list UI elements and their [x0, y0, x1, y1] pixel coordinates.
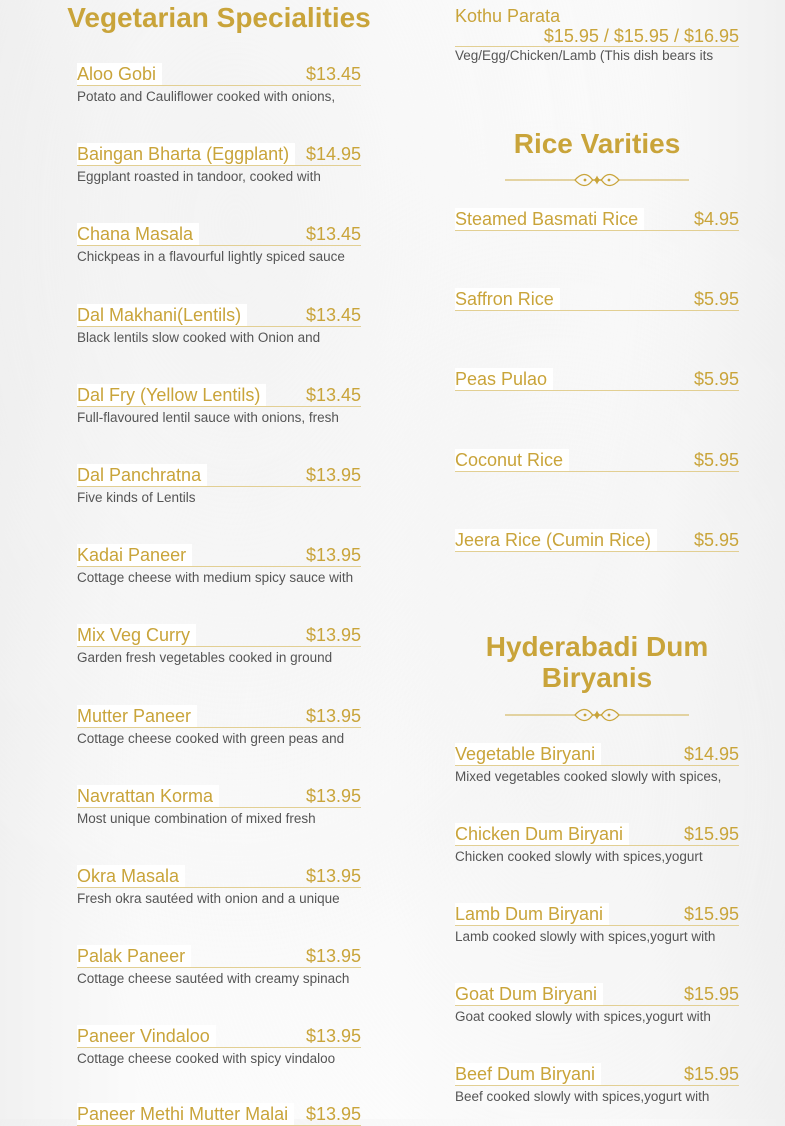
- menu-item-description: Full-flavoured lentil sauce with onions, fresh: [77, 410, 339, 425]
- menu-item-header: [77, 624, 361, 647]
- menu-item-header: [77, 464, 361, 487]
- menu-item-header: [77, 705, 361, 728]
- menu-item-price: $13.95: [305, 786, 361, 806]
- menu-item-name: Paneer Vindaloo: [77, 1025, 216, 1047]
- menu-item[interactable]: [77, 464, 361, 507]
- menu-item-name: Navrattan Korma: [77, 785, 219, 807]
- menu-item-header: [455, 449, 739, 472]
- menu-item-name: Goat Dum Biryani: [455, 983, 603, 1005]
- menu-item-header: [77, 143, 361, 166]
- vegetarian-section-title: Vegetarian Specialities: [67, 2, 371, 33]
- menu-item-header: [455, 823, 739, 846]
- menu-item-name: Mix Veg Curry: [77, 624, 196, 646]
- menu-item-header: [77, 384, 361, 407]
- menu-item-kothu-parata[interactable]: [455, 0, 739, 70]
- menu-item[interactable]: [77, 785, 361, 828]
- menu-item-price: $13.95: [305, 545, 361, 565]
- menu-item[interactable]: [77, 544, 361, 587]
- menu-item-name: Okra Masala: [77, 865, 185, 887]
- menu-item-name: Dal Fry (Yellow Lentils): [77, 384, 266, 406]
- menu-item-description: Chickpeas in a flavourful lightly spiced sauce: [77, 249, 345, 264]
- menu-item[interactable]: [455, 903, 739, 946]
- menu-item-description: Black lentils slow cooked with Onion and: [77, 330, 321, 345]
- menu-item-name: Beef Dum Biryani: [455, 1063, 601, 1085]
- menu-item[interactable]: [455, 368, 739, 391]
- menu-item-name: Peas Pulao: [455, 368, 553, 390]
- menu-item-price: $13.95: [305, 1026, 361, 1046]
- menu-item-price: $4.95: [693, 209, 739, 229]
- menu-item-name: Saffron Rice: [455, 288, 560, 310]
- menu-item-header: [455, 529, 739, 552]
- menu-item-price: $15.95 / $15.95 / $16.95: [543, 26, 739, 46]
- menu-item[interactable]: [455, 983, 739, 1026]
- menu-item-price: $5.95: [693, 369, 739, 389]
- menu-item-header: [77, 1103, 361, 1126]
- menu-item-description: Five kinds of Lentils: [77, 490, 196, 505]
- menu-item-header: [455, 208, 739, 231]
- menu-item-header: [455, 743, 739, 766]
- menu-item-header: [455, 983, 739, 1006]
- menu-item-header: [77, 865, 361, 888]
- menu-item[interactable]: [77, 1025, 361, 1068]
- menu-item-description: Cottage cheese cooked with green peas and: [77, 731, 345, 746]
- menu-item-name: Lamb Dum Biryani: [455, 903, 609, 925]
- menu-item-description: Cottage cheese cooked with spicy vindaloo: [77, 1051, 336, 1066]
- menu-item-description: Eggplant roasted in tandoor, cooked with: [77, 169, 321, 184]
- menu-item-header: [455, 288, 739, 311]
- menu-item-price: $14.95: [305, 144, 361, 164]
- menu-item-name: Palak Paneer: [77, 945, 191, 967]
- menu-item[interactable]: [77, 63, 361, 106]
- menu-item-name: Dal Makhani(Lentils): [77, 304, 247, 326]
- menu-item-description: Cottage cheese with medium spicy sauce with: [77, 570, 354, 585]
- menu-item-description: Goat cooked slowly with spices,yogurt with: [455, 1009, 711, 1024]
- menu-item[interactable]: [455, 208, 739, 231]
- menu-item-name: Jeera Rice (Cumin Rice): [455, 529, 657, 551]
- menu-item-header: [77, 785, 361, 808]
- menu-item-price: $13.45: [305, 224, 361, 244]
- menu-item-description: Fresh okra sautéed with onion and a unique: [77, 891, 340, 906]
- biryani-title-line-1: Hyderabadi Dum: [485, 631, 709, 662]
- menu-item-price: $13.95: [305, 625, 361, 645]
- menu-item-header: [77, 544, 361, 567]
- menu-item-name: Aloo Gobi: [77, 63, 162, 85]
- menu-item-header: [455, 903, 739, 926]
- menu-item-price: $13.95: [305, 946, 361, 966]
- menu-item[interactable]: [77, 384, 361, 427]
- biryani-section-title: [455, 631, 739, 693]
- menu-item[interactable]: [77, 705, 361, 748]
- menu-item-header: [77, 63, 361, 86]
- menu-item[interactable]: [455, 823, 739, 866]
- menu-item-header: [455, 368, 739, 391]
- menu-item-price: $13.95: [305, 465, 361, 485]
- menu-item-price: $5.95: [693, 530, 739, 550]
- menu-item-price: $13.95: [305, 1104, 361, 1124]
- menu-item-price: $15.95: [683, 904, 739, 924]
- menu-item-price: $13.45: [305, 385, 361, 405]
- menu-item-name: Coconut Rice: [455, 449, 569, 471]
- menu-item[interactable]: [77, 624, 361, 667]
- menu-item-name: Vegetable Biryani: [455, 743, 601, 765]
- menu-item-name: Mutter Paneer: [77, 705, 197, 727]
- menu-item-description: Chicken cooked slowly with spices,yogurt: [455, 849, 703, 864]
- menu-item-header: [77, 304, 361, 327]
- menu-item-name: Dal Panchratna: [77, 464, 207, 486]
- menu-item-price: $5.95: [693, 450, 739, 470]
- menu-item-name: Kadai Paneer: [77, 544, 192, 566]
- menu-item-description: Beef cooked slowly with spices,yogurt with: [455, 1089, 710, 1104]
- menu-item-header: [455, 1063, 739, 1086]
- menu-item[interactable]: [455, 288, 739, 311]
- menu-item-description: Potato and Cauliflower cooked with onions,: [77, 89, 336, 104]
- menu-item-header: [77, 1025, 361, 1048]
- menu-item-description: Cottage cheese sautéed with creamy spinach: [77, 971, 350, 986]
- menu-item-header: [77, 945, 361, 968]
- menu-item-name: Chicken Dum Biryani: [455, 823, 629, 845]
- menu-item[interactable]: [455, 449, 739, 472]
- menu-item-price: $13.45: [305, 64, 361, 84]
- menu-item-price: $15.95: [683, 1064, 739, 1084]
- biryani-title-line-2: Biryanis: [541, 662, 653, 693]
- menu-item-price: $13.95: [305, 866, 361, 886]
- menu-item-price: $13.45: [305, 305, 361, 325]
- menu-item-header: [77, 223, 361, 246]
- rice-section-title: Rice Varities: [513, 128, 681, 159]
- menu-item-price: $14.95: [683, 744, 739, 764]
- menu-item[interactable]: [455, 529, 739, 552]
- menu-item[interactable]: [77, 865, 361, 908]
- menu-item-name: Steamed Basmati Rice: [455, 208, 644, 230]
- ornament-divider-icon: [505, 169, 689, 191]
- menu-item-price: $13.95: [305, 706, 361, 726]
- menu-item[interactable]: [77, 143, 361, 186]
- ornament-divider-icon: [505, 704, 689, 726]
- menu-item-description: Garden fresh vegetables cooked in ground: [77, 650, 333, 665]
- menu-item-description: Lamb cooked slowly with spices,yogurt with: [455, 929, 716, 944]
- menu-item-description: Veg/Egg/Chicken/Lamb (This dish bears its: [455, 48, 714, 63]
- menu-item-price: $5.95: [693, 289, 739, 309]
- menu-item[interactable]: [77, 945, 361, 988]
- menu-item[interactable]: [455, 1063, 739, 1106]
- menu-item-price: $15.95: [683, 984, 739, 1004]
- menu-item-name: Paneer Methi Mutter Malai: [77, 1103, 294, 1125]
- menu-item-name: Chana Masala: [77, 223, 199, 245]
- menu-item-name: Kothu Parata: [455, 6, 561, 26]
- menu-item-description: Mixed vegetables cooked slowly with spices,: [455, 769, 722, 784]
- menu-item[interactable]: [77, 304, 361, 347]
- menu-item[interactable]: [77, 223, 361, 266]
- menu-item[interactable]: [455, 743, 739, 786]
- menu-item-description: Most unique combination of mixed fresh: [77, 811, 316, 826]
- menu-item-name: Baingan Bharta (Eggplant): [77, 143, 295, 165]
- menu-item[interactable]: [77, 1103, 361, 1126]
- menu-item-price: $15.95: [683, 824, 739, 844]
